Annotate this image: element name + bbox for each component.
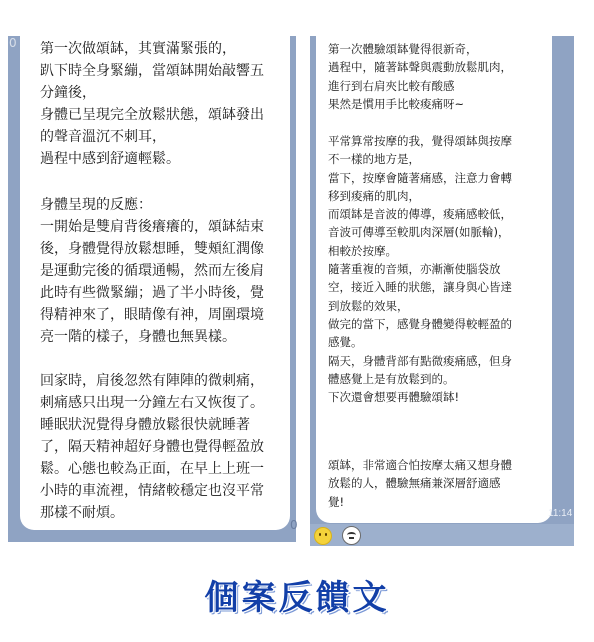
message-paragraph: 身體呈現的反應： 一開始是雙肩背後癢癢的，頌缽結束 後，身體覺得放鬆想睡，雙頰紅潤像 是運動完後的循環通暢，然而左後肩 此時有些微緊繃；過了半小時後，覺 得精神來了，眼睛像有神，周圍環境 亮一階的樣子，身體也無異樣。 xyxy=(40,197,264,345)
message-paragraph: 平常算常按摩的我，覺得頌缽與按摩 不一樣的地方是， 當下，按摩會隨著痛感，注意力會轉 移到痠痛的肌肉， 而頌缽是音波的傳導，痠痛感較低， 音波可傳導至較肌肉深層(如脈輪)， 相較於按摩。 隨著重複的音頻，亦漸漸使腦袋放 空，接近入睡的狀態，讓身與心皆達 到放鬆的效果， 做完的當下，感覺身體變得較輕盈的 感覺。 隔天，身體背部有點微痠痛感，但身 體感覺上是有放鬆到的。 下次還會想要再體驗頌缽! xyxy=(328,134,512,405)
message-paragraph: 第一次體驗頌缽覺得很新奇， 過程中，隨著缽聲與震動放鬆肌肉， 進行到右肩夾比較有酸感 果然是慣用手比較痠痛呀~ xyxy=(328,42,512,111)
message-timestamp: 11:14 xyxy=(548,508,573,519)
left-edge-fragment: 0 xyxy=(9,36,17,50)
message-paragraph: 頌缽，非常適合怕按摩太痛又想身體 放鬆的人，體驗無痛兼深層舒適感 覺! xyxy=(328,458,512,509)
page-caption: 個案反饋文 xyxy=(204,578,390,618)
message-bubble-right[interactable] xyxy=(316,36,552,523)
bubble-edge-fragment: 0 xyxy=(290,518,298,532)
message-paragraph: 回家時，肩後忽然有陣陣的微刺痛， 刺痛感只出現一分鐘左右又恢復了。 睡眠狀況覺得身體放鬆很快就睡著 了，隔天精神超好身體也覺得輕盈放 鬆。心態也較為正面，在早上上班一 小時的車流裡，情緒較穩定也沒平常 那樣不耐煩。 xyxy=(40,373,264,521)
chat-screenshot-right xyxy=(310,36,574,546)
chat-screenshot-left xyxy=(8,36,296,542)
reaction-bar xyxy=(310,524,574,546)
message-bubble-left[interactable] xyxy=(20,36,290,530)
message-paragraph: 第一次做頌缽，其實滿緊張的， 趴下時全身緊繃，當頌缽開始敲響五 分鐘後， 身體已呈現完全放鬆狀態，頌缽發出 的聲音溫沉不刺耳， 過程中感到舒適輕鬆。 xyxy=(40,41,264,167)
smile-emoji-icon[interactable] xyxy=(314,527,332,545)
sticker-icon[interactable] xyxy=(342,526,361,545)
